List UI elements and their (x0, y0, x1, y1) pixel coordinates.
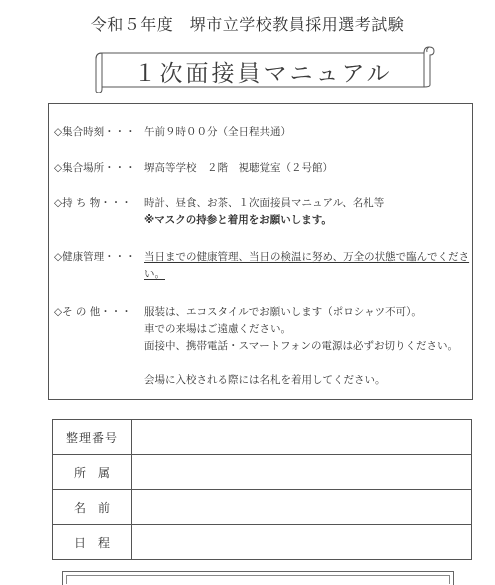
info-label: ◇集合時刻・・・ (54, 126, 136, 138)
info-text: 面接中、携帯電話・スマートフォンの電源は必ずお切りください。 (144, 340, 458, 352)
table-label: 所属 (53, 455, 132, 490)
table-value-cell[interactable] (132, 525, 472, 560)
applicant-info-table (52, 419, 472, 560)
info-label: ◇持 ち 物・・・ (54, 197, 132, 209)
info-label: ◇そ の 他・・・ (54, 306, 132, 318)
instructions-box (48, 103, 473, 400)
table-row (53, 525, 472, 560)
health-text: 当日までの健康管理、当日の検温に努め、万全の状態で臨んでください。 (144, 251, 470, 280)
info-text: 午前９時００分（全日程共通） (144, 126, 291, 138)
mask-note: ※マスクの持参と着用をお願いします。 (144, 214, 332, 226)
info-text: 会場に入校される際には名札を着用してください。 (144, 374, 386, 386)
table-label: 整理番号 (53, 420, 132, 455)
table-value-cell[interactable] (132, 455, 472, 490)
table-value-cell[interactable] (132, 420, 472, 455)
bottom-frame-border (62, 571, 454, 585)
document-title: 令和５年度 堺市立学校教員採用選考試験 (90, 15, 405, 34)
table-row (53, 420, 472, 455)
info-text: 堺高等学校 ２階 視聴覚室（２号館） (144, 162, 333, 174)
manual-title-banner (90, 45, 436, 93)
info-text: 車での来場はご遠慮ください。 (144, 323, 291, 335)
table-row (53, 455, 472, 490)
manual-title: １次面接員マニュアル (133, 61, 393, 87)
info-text: 時計、昼食、お茶、１次面接員マニュアル、名札等 (144, 197, 385, 209)
info-text: 服装は、エコスタイルでお願いします（ポロシャツ不可）。 (144, 306, 422, 318)
table-label: 日程 (53, 525, 132, 560)
table-row (53, 490, 472, 525)
info-label: ◇集合場所・・・ (54, 162, 136, 174)
table-value-cell[interactable] (132, 490, 472, 525)
info-label: ◇健康管理・・・ (54, 251, 136, 263)
table-label: 名前 (53, 490, 132, 525)
